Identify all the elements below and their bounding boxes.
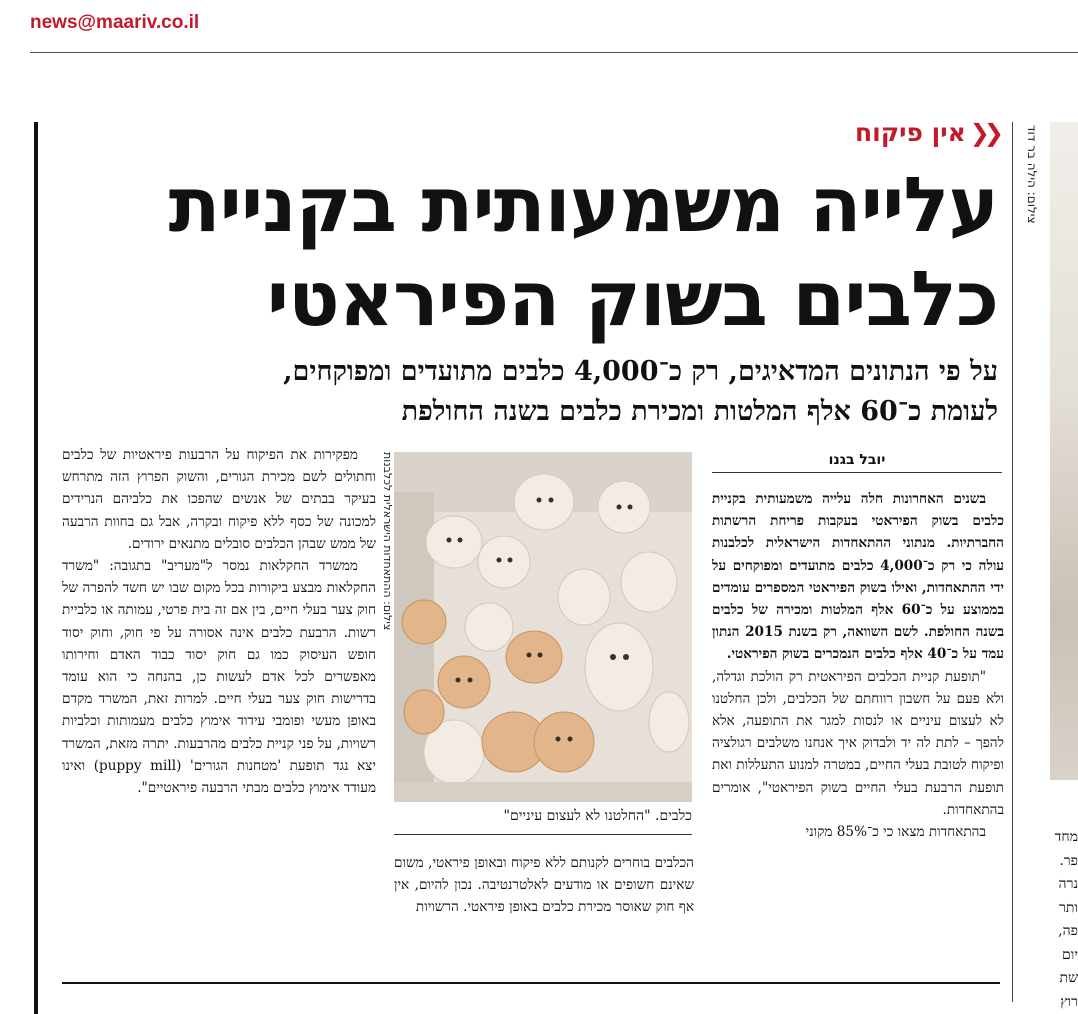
footer-rule [62, 982, 1000, 984]
section-kicker [855, 118, 998, 147]
photo-credit: צילום: ההתאחדות הישראלית לכלבנות [381, 452, 394, 631]
lead-paragraph: בשנים האחרונות חלה עלייה משמעותית בקניית כלבים בשוק הפיראטי בעקבות פריחת הרשתות החברתיות. מנתוני ההתאחדות הישראלית לכלבנות עולה כי רק כ־4,000 כלבים מתועדים ומפוקחים על ידי ההתאחדות, ואילו בשוק הפיראטי המספרים עומדים בממוצע על כ־60 אלף המלטות ומכירה של כלבים בשנה החולפת. לשם השוואה, רק בשנת 2015 הנתון עמד על כ־40 אלף כלבים הנמכרים בשוק הפיראטי. [712, 491, 1004, 663]
body-paragraph: בהתאחדות מצאו כי כ־85% מקוני [805, 824, 986, 841]
article-column-3 [62, 444, 376, 944]
article-photo-dogs [394, 452, 692, 802]
adjacent-photo-credit: צילום: הילה בר דוד [1025, 125, 1039, 224]
article-column-1 [712, 488, 1004, 950]
body-paragraph: "תופעת קניית הכלבים הפיראטית רק הולכת וגדלה, ולא פעם על חשבון רווחתם של הכלבים, ולכן החלטנו לא לעצום עיניים או לנסות למגר את התופעה, אלא להפך – לתת לה יד ולבדוק איך אנחנו משלבים רגולציה ופיקוח לטובת בעלי החיים, במטרה למנוע התעללות ואת תופעת הרבעת בעלי החיים בשוק הפיראטי", אומרים בהתאחדות. [712, 668, 1004, 818]
column-separator [1012, 122, 1013, 1002]
contact-email: news@maariv.co.il [30, 12, 200, 33]
page-margin-bar [34, 122, 38, 1014]
adjacent-article-photo [1050, 122, 1078, 780]
photo-caption: כלבים. "החלטנו לא לעצום עיניים" [394, 806, 692, 835]
adjacent-article-text: מחד פר. נרה ותר פה, יום שת רוץ [1054, 829, 1078, 1010]
dogs-photo-illustration [394, 452, 692, 802]
byline: יובל בגנו [712, 452, 1002, 473]
article-column-2: הכלבים בוחרים לקנותם ללא פיקוח ובאופן פיראטי, משום שאינם חשופים או מודעים לאלטרנטיבה. נכון להיום, אין אף חוק שאוסר מכירת כלבים באופן פיראטי. הרשויות [394, 855, 694, 916]
body-paragraph: מפקירות את הפיקוח על הרבעות פיראטיות של כלבים וחתולים לשם מכירת הגורים, והשוק הפרוץ הזה מתרחש בעיקר בבתים של אנשים שהפכו את כלביהם הנרידים למכונה של כסף ללא פיקוח ובקרה, אבל גם בחוות הרבעה של ממש שבהן הכלבים סובלים מתנאים ירודים. [62, 447, 376, 552]
article-headline: עלייה משמעותית בקניית כלבים בשוק הפיראטי [168, 160, 998, 343]
body-paragraph: ממשרד החקלאות נמסר ל"מעריב" בתגובה: "משרד החקלאות מבצע ביקורות בכל מקום שבו יש חשד להפרה של חוק צער בעלי חיים, בין אם זה בית פרטי, עמותה או כלביית רשות. הרבעת כלבים אינה אסורה על פי חוק, וחוק יסוד חופש העיסוק כמו גם חוק יסוד כבוד האדם וחירותו מאפשרים לכל אדם לעשות כן, בהנחה כי הוא עומד בדרישות חוק צער בעלי חיים. למרות זאת, המשרד מקדם באופן מעשי ופומבי עידוד אימוץ כלבים מעמותות וכלביות רשויות, על פני קניית כלבים מהרבעות. יתרה מזאת, המשרד יצא נגד תופעת 'מטחנות הגורים' (puppy mill) ואינו מעודד אימוץ כלבים מבתי הרבעה פיראטיים". [62, 558, 376, 797]
header-rule [30, 52, 1078, 53]
kicker-label: אין פיקוח [854, 118, 966, 147]
article-subheadline: על פי הנתונים המדאיגים, רק כ־4,000 כלבים מתועדים ומפוקחים, לעומת כ־60 אלף המלטות ומכירת כלבים בשנה החולפת [283, 356, 998, 427]
double-chevron-icon: ❮❮ [969, 118, 998, 147]
